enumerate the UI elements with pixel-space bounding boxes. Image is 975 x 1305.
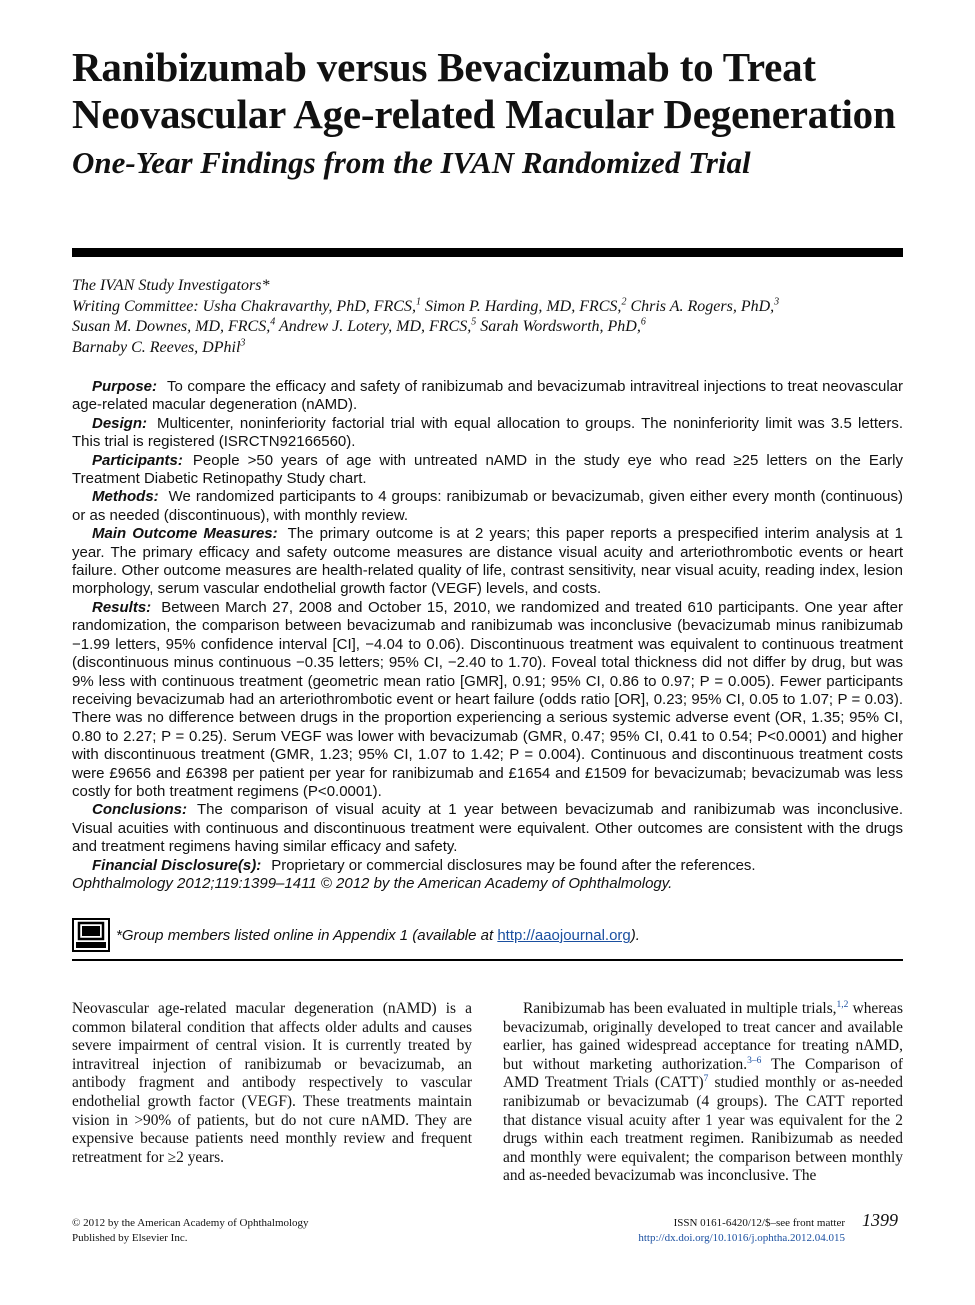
affiliation-mark: 3	[774, 296, 780, 308]
author-name: Andrew J. Lotery, MD, FRCS,	[278, 318, 472, 335]
abstract	[72, 378, 903, 893]
section-label: Design:	[92, 414, 148, 432]
section-label: Results:	[92, 598, 152, 616]
committee-label: Writing Committee:	[72, 297, 199, 315]
section-label: Main Outcome Measures:	[92, 525, 278, 543]
appendix-note	[116, 927, 640, 944]
footer-left	[72, 1216, 309, 1246]
doi-link[interactable]: http://dx.doi.org/10.1016/j.ophtha.2012.04.015	[638, 1232, 845, 1244]
reference-link[interactable]: 1,2	[836, 999, 849, 1010]
appendix-note-prefix: *Group members listed online in Appendix 1 (available at	[116, 927, 498, 944]
section-label: Methods:	[92, 488, 159, 506]
abstract-purpose	[72, 378, 903, 415]
abstract-results	[72, 599, 903, 801]
reference-link[interactable]: 3–6	[747, 1055, 762, 1066]
title-block	[72, 44, 907, 182]
footer-right	[560, 1216, 845, 1246]
section-rule	[72, 959, 903, 961]
affiliation-mark: 6	[640, 316, 646, 328]
abstract-disclosure	[72, 857, 903, 875]
section-label: Purpose:	[92, 378, 158, 395]
author-name: Simon P. Harding, MD, FRCS,	[424, 297, 622, 315]
section-text: People >50 years of age with untreated nAMD in the study eye who read ≥25 letters on the Early Treatment Diabetic Retinopathy Study chart.	[72, 451, 903, 488]
journal-citation: Ophthalmology 2012;119:1399–1411 © 2012 by the American Academy of Ophthalmology.	[72, 874, 673, 892]
section-text: To compare the efficacy and safety of ranibizumab and bevacizumab intravitreal injections to treat neovascular age-related macular degeneration (nAMD).	[72, 378, 903, 414]
copyright-line: © 2012 by the American Academy of Ophthalmology	[72, 1217, 309, 1229]
reference-link[interactable]: 7	[703, 1074, 709, 1085]
article-subtitle: One-Year Findings from the IVAN Randomized Trial	[72, 145, 751, 180]
journal-link[interactable]: http://aaojournal.org	[497, 927, 631, 944]
body-text: studied monthly or as-needed ranibizumab or bevacizumab (4 groups). The CATT reported that distance visual acuity after 1 year was equivalent for the 2 drugs within each treatment regimen. Ranibizumab as needed and monthly were equivalent; the comparison between monthly and as-needed bevacizumab was inconclusive. The	[503, 1074, 904, 1185]
study-group: The IVAN Study Investigators*	[72, 277, 270, 294]
body-text: The Comparison of AMD Treatment Trials (CATT)	[503, 1055, 903, 1092]
section-text: The comparison of visual acuity at 1 year between bevacizumab and ranibizumab was inconclusive. Visual acuities with continuous and discontinuous treatment were equivalent. Other outcomes are consistent with the drugs and treatment regimens having similar efficacy and safety.	[72, 801, 903, 856]
abstract-conclusions	[72, 801, 903, 856]
body-paragraph	[503, 1000, 903, 1186]
appendix-note-suffix: ).	[630, 927, 640, 944]
section-text: We randomized participants to 4 groups: ranibizumab or bevacizumab, given either every month (continuous) or as needed (discontinuous), with monthly review.	[72, 488, 903, 524]
affiliation-mark: 1	[415, 296, 421, 308]
author-name: Chris A. Rogers, PhD,	[630, 297, 775, 315]
body-column-right	[503, 1000, 903, 1186]
writing-committee	[72, 297, 907, 359]
body-text: Ranibizumab has been evaluated in multiple trials,	[523, 1000, 837, 1017]
abstract-methods	[72, 488, 903, 525]
body-text: whereas bevacizumab, originally developed to treat cancer and available earlier, has gained widespread acceptance for treating nAMD, but without marketing authorization.	[503, 1000, 903, 1073]
page-number: 1399	[862, 1210, 898, 1230]
author-name: Susan M. Downes, MD, FRCS,	[72, 318, 271, 335]
section-label: Participants:	[92, 451, 183, 469]
author-name: Barnaby C. Reeves, DPhil	[72, 338, 241, 356]
body-paragraph: Neovascular age-related macular degeneration (nAMD) is a common bilateral condition that affects older adults and causes severe impairment of central vision. It is currently treated by intravitreal injection of ranibizumab or bevacizumab, an antibody fragment and antibody respectively to vascular endothelial growth factor (VEGF). These treatments maintain vision in >90% of patients, but do not cure nAMD. They are expensive because patients need monthly review and frequent retreatment for ≥2 years.	[72, 1000, 472, 1166]
affiliation-mark: 5	[471, 316, 477, 328]
section-text: The primary outcome is at 2 years; this paper reports a prespecified interim analysis at 1 year. The primary efficacy and safety outcome measures are distance visual acuity and arteriothrombotic events or heart failure. Other outcome measures are health-related quality of life, contrast sensitivity, near visual acuity, reading index, lesion morphology, serum vascular endothelial growth factor (VEGF) levels, and costs.	[72, 525, 903, 598]
title-rule	[72, 248, 903, 257]
affiliation-mark: 2	[621, 296, 627, 308]
body-column-left	[72, 1000, 472, 1167]
abstract-outcomes	[72, 525, 903, 599]
author-name: Sarah Wordsworth, PhD,	[480, 318, 641, 335]
computer-icon	[72, 918, 110, 952]
abstract-participants	[72, 452, 903, 489]
issn-line: ISSN 0161-6420/12/$–see front matter	[673, 1217, 845, 1229]
affiliation-mark: 3	[240, 337, 246, 349]
section-text: Between March 27, 2008 and October 15, 2010, we randomized and treated 610 participants. One year after randomization, the comparison between bevacizumab and ranibizumab was inconclusive (bevacizumab minus ranibizumab −1.99 letters, 95% confidence interval [CI], −4.04 to 0.06). Discontinuous treatment was equivalent to continuous treatment (discontinuous minus continuous −0.35 letters; 95% CI, −2.40 to 1.70). Foveal total thickness did not differ by drug, but was 9% less with continuous treatment (geometric mean ratio [GMR], 0.91; 95% CI, 0.86 to 0.97; P = 0.005). Fewer participants receiving bevacizumab had an arteriothrombotic event or heart failure (odds ratio [OR], 0.23; 95% CI, 0.05 to 1.07; P = 0.03). There was no difference between drugs in the proportion experiencing a serious systemic adverse event (OR, 1.35; 95% CI, 0.80 to 2.27; P = 0.25). Serum VEGF was lower with bevacizumab (GMR, 0.47; 95% CI, 0.41 to 0.54; P<0.0001) and higher with discontinuous treatment (GMR, 1.23; 95% CI, 1.07 to 1.42; P = 0.004). Continuous and discontinuous treatment costs were £9656 and £6398 per patient per year for ranibizumab and £1654 and £1509 for bevacizumab; bevacizumab was less costly for both treatment regimens (P<0.0001).	[72, 598, 903, 800]
section-label: Conclusions:	[92, 801, 188, 819]
author-name: Usha Chakravarthy, PhD, FRCS,	[202, 297, 416, 315]
publisher-line: Published by Elsevier Inc.	[72, 1232, 188, 1244]
article-title: Ranibizumab versus Bevacizumab to Treat Neovascular Age-related Macular Degeneration	[72, 44, 896, 137]
affiliation-mark: 4	[270, 316, 276, 328]
author-block	[72, 276, 907, 358]
section-label: Financial Disclosure(s):	[92, 856, 262, 874]
appendix-row	[72, 918, 903, 956]
section-text: Proprietary or commercial disclosures may be found after the references.	[271, 856, 756, 874]
abstract-design	[72, 415, 903, 452]
section-text: Multicenter, noninferiority factorial trial with equal allocation to groups. The noninferiority limit was 3.5 letters. This trial is registered (ISRCTN92166560).	[72, 414, 903, 451]
